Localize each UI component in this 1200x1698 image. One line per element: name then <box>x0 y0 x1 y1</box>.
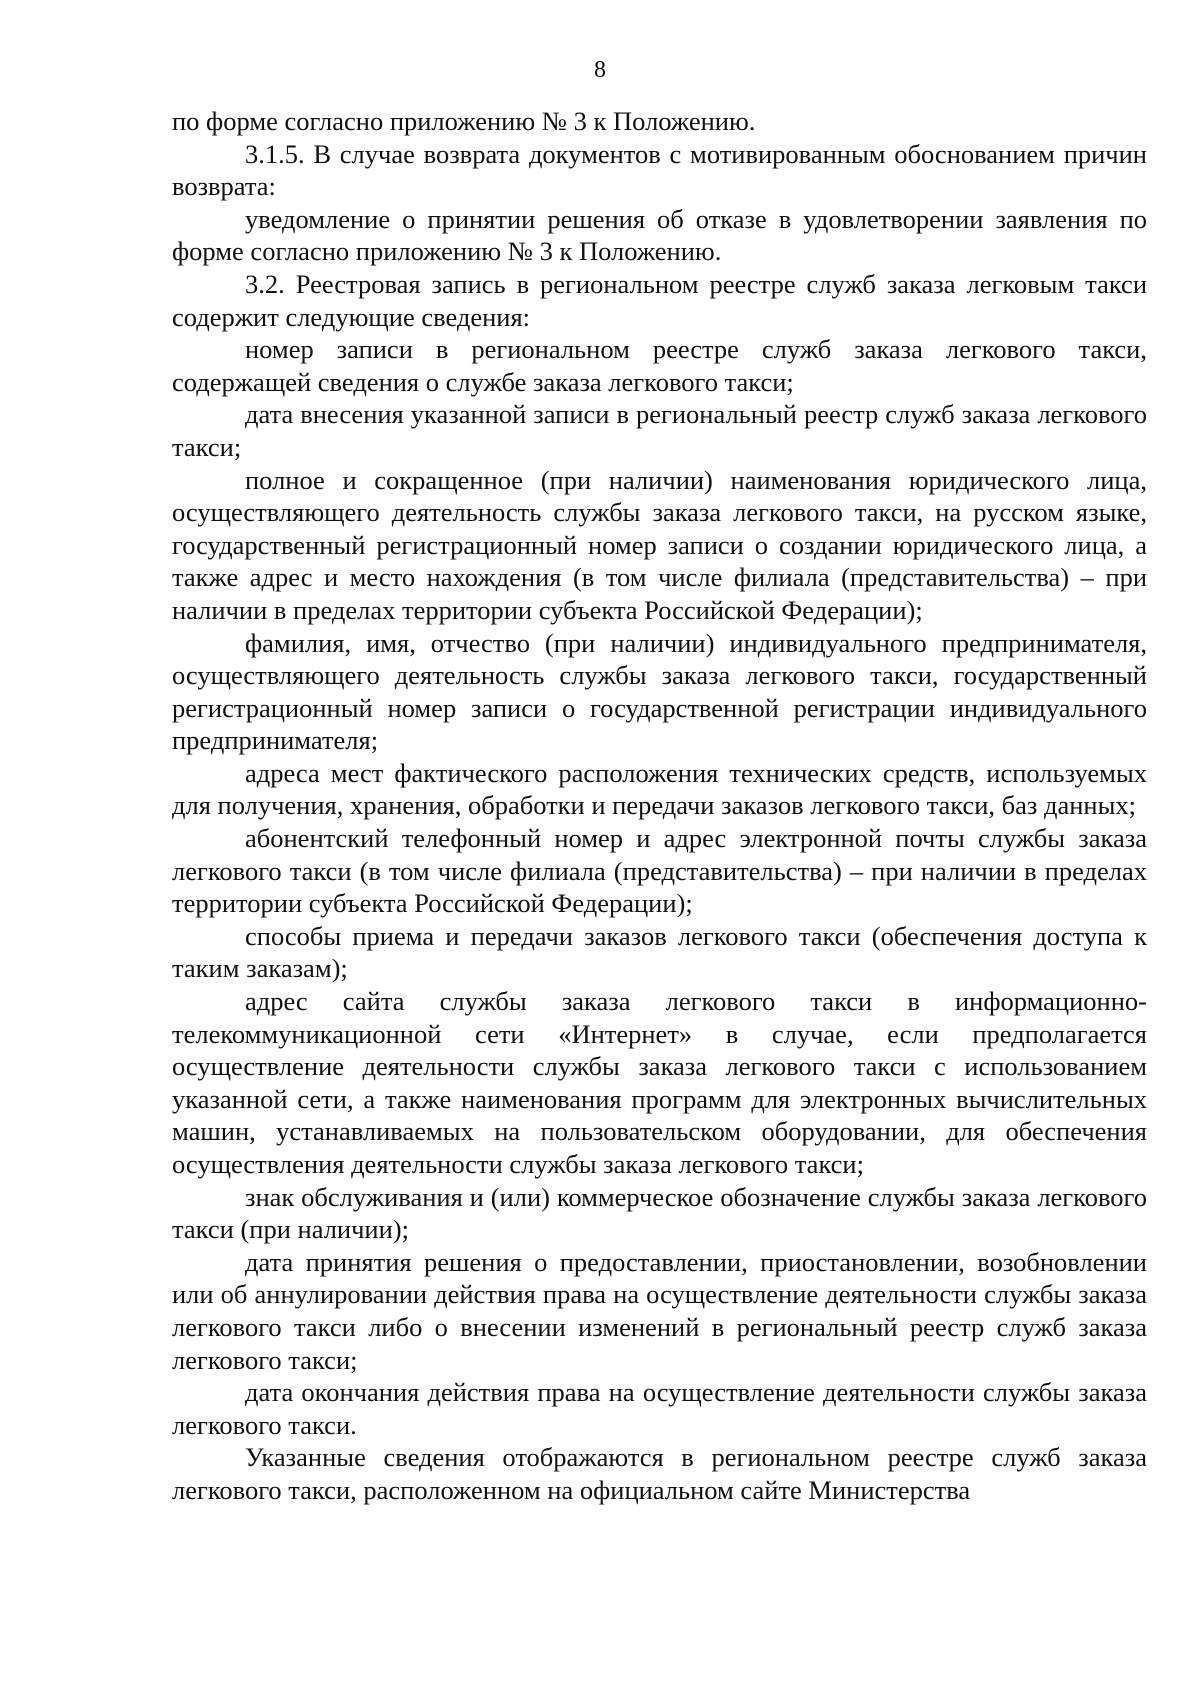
document-body <box>172 105 1147 1507</box>
page-number: 8 <box>594 57 606 83</box>
paragraph: абонентский телефонный номер и адрес электронной почты службы заказа легкового такси (в том числе филиала (представительства) – при наличии в пределах территории субъекта Российской Федерации); <box>172 823 1147 919</box>
paragraph: уведомление о принятии решения об отказе в удовлетворении заявления по форме согласно приложению № 3 к Положению. <box>172 203 1147 267</box>
paragraph: 3.1.5. В случае возврата документов с мотивированным обоснованием причин возврата: <box>172 138 1147 202</box>
paragraph: номер записи в региональном реестре служб заказа легкового такси, содержащей сведения о службе заказа легкового такси; <box>172 334 1147 397</box>
paragraph: фамилия, имя, отчество (при наличии) индивидуального предпринимателя, осуществляющего деятельность службы заказа легкового такси, государственный регистрационный номер записи о государственной регистрации индивидуального предпринимателя; <box>172 627 1147 756</box>
paragraph: дата внесения указанной записи в региональный реестр служб заказа легкового такси; <box>172 399 1147 462</box>
paragraph: 3.2. Реестровая запись в региональном реестре служб заказа легковым такси содержит следующие сведения: <box>172 268 1147 332</box>
paragraph: дата принятия решения о предоставлении, приостановлении, возобновлении или об аннулировании действия права на осуществление деятельности службы заказа легкового такси либо о внесении изменений в региональный реестр служб заказа легкового такси; <box>172 1246 1147 1375</box>
paragraph: способы приема и передачи заказов легкового такси (обеспечения доступа к таким заказам); <box>172 920 1147 984</box>
paragraph: полное и сокращенное (при наличии) наименования юридического лица, осуществляющего деятельность службы заказа легкового такси, на русском языке, государственный регистрационный номер записи о создании юридического лица, а также адрес и место нахождения (в том числе филиала (представительства) – при наличии в пределах территории субъекта Российской Федерации); <box>172 464 1147 625</box>
paragraph: по форме согласно приложению № 3 к Положению. <box>172 106 756 136</box>
paragraph: дата окончания действия права на осуществление деятельности службы заказа легкового такси. <box>172 1377 1147 1440</box>
paragraph: адрес сайта службы заказа легкового такси в информационно-телекоммуникационной сети «Интернет» в случае, если предполагается осуществление деятельности службы заказа легкового такси с использованием указанной сети, а также наименования программ для электронных вычислительных машин, устанавливаемых на пользовательском оборудовании, для обеспечения осуществления деятельности службы заказа легкового такси; <box>172 986 1147 1179</box>
paragraph: адреса мест фактического расположения технических средств, используемых для получения, хранения, обработки и передачи заказов легкового такси, баз данных; <box>172 757 1147 821</box>
paragraph: Указанные сведения отображаются в региональном реестре служб заказа легкового такси, расположенном на официальном сайте Министерства <box>172 1442 1147 1505</box>
paragraph: знак обслуживания и (или) коммерческое обозначение службы заказа легкового такси (при наличии); <box>172 1181 1147 1245</box>
